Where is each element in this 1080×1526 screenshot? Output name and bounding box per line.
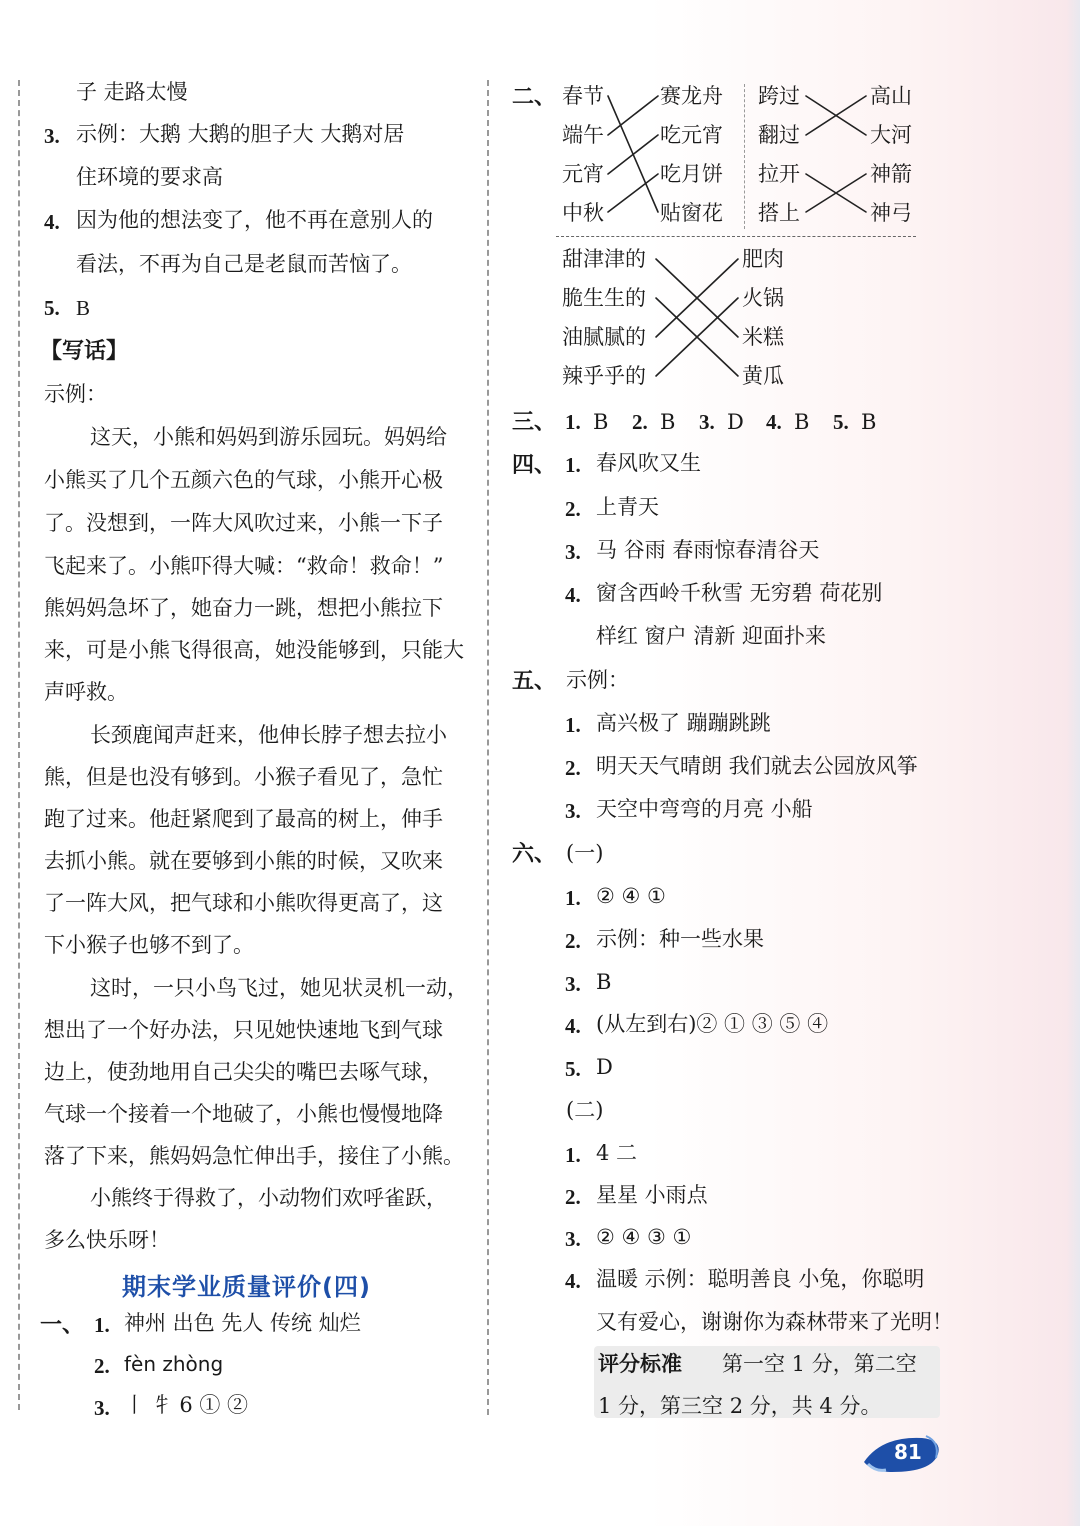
match-right-item: 赛龙舟: [660, 84, 723, 108]
question-number: 4.: [565, 1269, 581, 1293]
left-margin-divider: [18, 80, 20, 1410]
page-number-badge: [862, 1432, 942, 1478]
writing-heading: 【写话】: [40, 338, 129, 364]
question-number: 3.: [565, 1227, 581, 1251]
match-left-item: 端午: [562, 123, 604, 147]
answer-line: 看法，不再为自己是老鼠而苦恼了。: [76, 252, 412, 276]
essay-line: 长颈鹿闻声赶来，他伸长脖子想去拉小: [90, 723, 447, 747]
match-right-item: 米糕: [742, 325, 784, 349]
pinyin-answer: fèn zhòng: [124, 1352, 224, 1376]
answer-line: 天空中弯弯的月亮 小船: [596, 797, 813, 821]
question-number: 4.: [766, 410, 782, 434]
question-number: 3.: [699, 410, 715, 434]
match-line: [608, 96, 658, 212]
answer-line: 高兴极了 蹦蹦跳跳: [596, 711, 771, 735]
subsection-label: (一): [566, 841, 604, 865]
match-left-item: 跨过: [758, 84, 800, 108]
match-separator: [556, 236, 916, 237]
section-label: 三、: [512, 409, 557, 435]
rubric-text: 第一空 1 分，第二空: [722, 1352, 917, 1376]
match-right-item: 黄瓜: [742, 364, 784, 388]
match-line: [608, 96, 658, 135]
match-right-item: 大河: [870, 123, 912, 147]
essay-line: 这天，小熊和妈妈到游乐园玩。妈妈给: [90, 425, 447, 449]
choice-answer: B: [660, 410, 676, 434]
answer-line: 神州 出色 先人 传统 灿烂: [124, 1311, 361, 1335]
question-number: 2.: [632, 410, 648, 434]
choice-answer: D: [727, 410, 744, 434]
choice-answer: B: [794, 410, 810, 434]
answer-line: 明天天气晴朗 我们就去公园放风筝: [596, 754, 918, 778]
answer-line: 温暖 示例：聪明善良 小兔，你聪明: [596, 1267, 925, 1291]
section-label: 一、: [40, 1312, 85, 1338]
essay-line: 熊，但是也没有够到。小猴子看见了，急忙: [44, 765, 443, 789]
example-label: 示例：: [44, 382, 107, 406]
question-number: 3.: [565, 972, 581, 996]
answer-line: 春风吹又生: [596, 451, 701, 475]
answer-line: 上青天: [596, 495, 659, 519]
essay-line: 来，可是小熊飞得很高，她没能够到，只能大: [44, 638, 464, 662]
question-number: 2.: [565, 756, 581, 780]
match-left-item: 翻过: [758, 123, 800, 147]
match-right-item: 贴窗花: [660, 201, 723, 225]
question-number: 3.: [565, 799, 581, 823]
question-number: 1.: [565, 453, 581, 477]
choice-answer: B: [861, 410, 877, 434]
question-number: 1.: [565, 1143, 581, 1167]
match-left-item: 脆生生的: [562, 286, 646, 310]
question-number: 2.: [94, 1354, 110, 1378]
answer-line: 样红 窗户 清新 迎面扑来: [596, 624, 827, 648]
match-right-item: 高山: [870, 84, 912, 108]
essay-line: 了一阵大风，把气球和小熊吹得更高了，这: [44, 891, 443, 915]
question-number: 2.: [565, 497, 581, 521]
match-line: [608, 174, 658, 212]
match-line: [806, 174, 866, 212]
match-left-item: 甜津津的: [562, 247, 646, 271]
essay-line: 小熊终于得救了，小动物们欢呼雀跃，: [90, 1186, 447, 1210]
match-right-item: 吃元宵: [660, 123, 723, 147]
match-line: [806, 96, 866, 135]
essay-line: 落了下来，熊妈妈急忙伸出手，接住了小熊。: [44, 1144, 464, 1168]
question-number: 4.: [565, 1014, 581, 1038]
answer-line: 子 走路太慢: [76, 80, 188, 104]
match-right-item: 肥肉: [742, 247, 784, 271]
section-label: 五、: [512, 668, 557, 694]
subsection-label: (二): [566, 1098, 604, 1122]
answer-line: 示例：大鹅 大鹅的胆子大 大鹅对居: [76, 122, 405, 146]
match-left-item: 元宵: [562, 162, 604, 186]
match-right-item: 神弓: [870, 201, 912, 225]
question-number: 5.: [833, 410, 849, 434]
match-right-item: 火锅: [742, 286, 784, 310]
essay-line: 下小猴子也够不到了。: [44, 933, 254, 957]
essay-line: 了。没想到，一阵大风吹过来，小熊一下子: [44, 511, 443, 535]
essay-line: 飞起来了。小熊吓得大喊：“救命！救命！”: [44, 554, 444, 578]
answer-line: (从左到右)② ① ③ ⑤ ④: [596, 1012, 829, 1036]
question-number: 5.: [44, 296, 60, 320]
answer-line: ② ④ ③ ①: [596, 1225, 692, 1249]
rubric-text: 1 分，第三空 2 分，共 4 分。: [598, 1394, 882, 1418]
match-right-item: 吃月饼: [660, 162, 723, 186]
essay-line: 熊妈妈急坏了，她奋力一跳，想把小熊拉下: [44, 596, 443, 620]
match-left-item: 油腻腻的: [562, 325, 646, 349]
question-number: 4.: [565, 583, 581, 607]
question-number: 3.: [565, 540, 581, 564]
section-label: 六、: [512, 841, 557, 867]
essay-line: 跑了过来。他赶紧爬到了最高的树上，伸手: [44, 807, 443, 831]
match-right-item: 神箭: [870, 162, 912, 186]
question-number: 3.: [94, 1396, 110, 1420]
match-line: [656, 259, 738, 337]
answer-line: B: [76, 296, 91, 320]
question-number: 1.: [565, 410, 581, 434]
section-label: 四、: [512, 452, 557, 478]
match-line: [608, 135, 658, 174]
answer-line: 住环境的要求高: [76, 165, 223, 189]
question-number: 1.: [565, 886, 581, 910]
essay-line: 多么快乐呀！: [44, 1228, 170, 1252]
page-edge-shadow: [1066, 0, 1080, 1526]
essay-line: 这时，一只小鸟飞过，她见状灵机一动，: [90, 976, 468, 1000]
question-number: 2.: [565, 1185, 581, 1209]
answer-line: 窗含西岭千秋雪 无穷碧 荷花别: [596, 581, 883, 605]
match-line: [806, 96, 866, 135]
column-divider: [487, 80, 489, 1415]
essay-line: 小熊买了几个五颜六色的气球，小熊开心极: [44, 468, 443, 492]
answer-line: D: [596, 1055, 613, 1079]
answer-line: 示例：种一些水果: [596, 927, 764, 951]
essay-line: 声呼救。: [44, 680, 128, 704]
answer-line: 又有爱心，谢谢你为森林带来了光明！: [596, 1310, 953, 1334]
answer-line: 星星 小雨点: [596, 1183, 708, 1207]
match-left-item: 搭上: [758, 201, 800, 225]
answer-line: 4 二: [596, 1141, 638, 1165]
section-title: 期末学业质量评价(四): [122, 1273, 371, 1301]
essay-line: 边上，使劲地用自己尖尖的嘴巴去啄气球，: [44, 1060, 443, 1084]
answer-line: ② ④ ①: [596, 884, 666, 908]
match-left-item: 拉开: [758, 162, 800, 186]
match-line: [806, 174, 866, 212]
question-number: 1.: [565, 713, 581, 737]
essay-line: 气球一个接着一个地破了，小熊也慢慢地降: [44, 1102, 443, 1126]
essay-line: 想出了一个好办法，只见她快速地飞到气球: [44, 1018, 443, 1042]
match-left-item: 中秋: [562, 201, 604, 225]
essay-line: 去抓小熊。就在要够到小熊的时候，又吹来: [44, 849, 443, 873]
question-number: 1.: [94, 1313, 110, 1337]
question-number: 3.: [44, 124, 60, 148]
match-left-item: 春节: [562, 84, 604, 108]
question-number: 4.: [44, 210, 60, 234]
question-number: 2.: [565, 929, 581, 953]
answer-line: 丨 牜 6 ① ②: [124, 1393, 249, 1417]
answer-line: 马 谷雨 春雨惊春清谷天: [596, 538, 820, 562]
page-number: 81: [894, 1440, 922, 1464]
match-divider: [744, 84, 745, 229]
match-left-item: 辣乎乎的: [562, 364, 646, 388]
choice-answer: B: [593, 410, 609, 434]
rubric-label: 评分标准: [598, 1352, 682, 1376]
question-number: 5.: [565, 1057, 581, 1081]
answer-line: 因为他的想法变了，他不再在意别人的: [76, 208, 433, 232]
example-label: 示例：: [566, 668, 629, 692]
section-label: 二、: [512, 84, 557, 110]
match-line: [656, 298, 738, 376]
match-line: [656, 298, 738, 376]
answer-line: B: [596, 970, 612, 994]
match-line: [656, 259, 738, 337]
